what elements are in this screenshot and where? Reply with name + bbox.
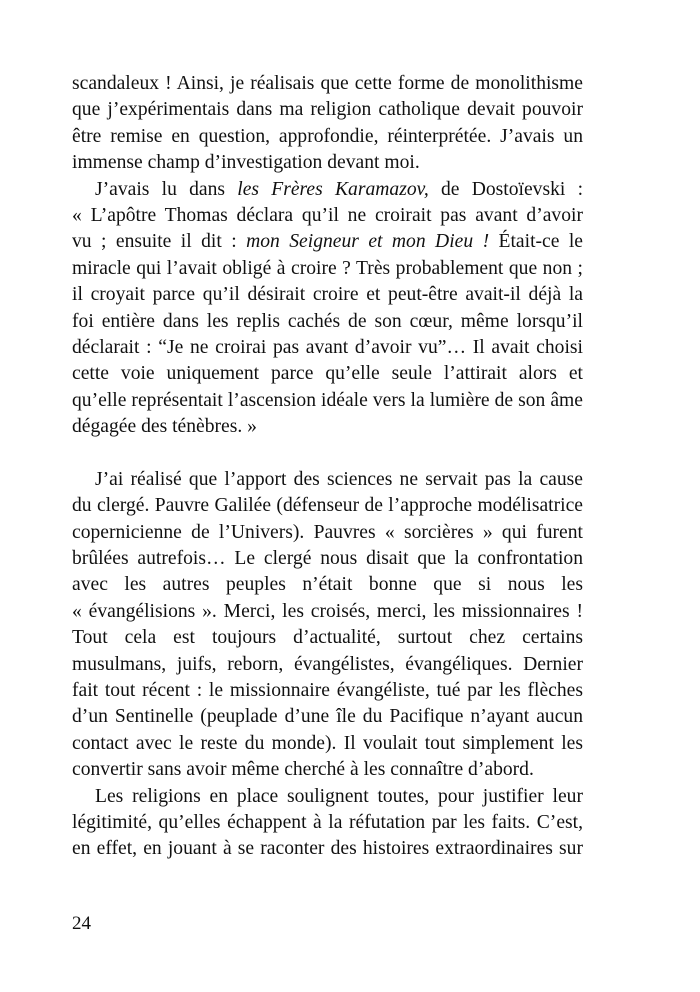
text-line bbox=[72, 388, 583, 414]
text-line bbox=[72, 784, 583, 810]
text-line bbox=[72, 652, 583, 678]
text-line bbox=[72, 836, 583, 862]
text-line bbox=[72, 493, 583, 519]
text-line bbox=[72, 282, 583, 308]
paragraph bbox=[72, 71, 583, 177]
text-line bbox=[72, 414, 583, 440]
text-segment: scandaleux ! Ainsi, je réalisais que cette forme de monolithisme bbox=[72, 73, 583, 94]
text-segment: que j’expérimentais dans ma religion catholique devait pouvoir bbox=[72, 99, 583, 121]
text-line bbox=[72, 229, 583, 255]
paragraph bbox=[72, 784, 583, 863]
text-segment: Les religions en place soulignent toutes, pour justifier leur bbox=[95, 785, 583, 807]
text-segment: être remise en question, approfondie, réinterprétée. J’avais un bbox=[72, 125, 583, 147]
text-segment: en effet, en jouant à se raconter des histoires extraordinaires sur bbox=[72, 838, 583, 860]
text-segment: avec les autres peuples n’était bonne que si nous les bbox=[72, 574, 583, 596]
text-segment: d’un Sentinelle (peuplade d’une île du Pacifique n’ayant aucun bbox=[72, 706, 583, 728]
text-segment: qu’elle représentait l’ascension idéale vers la lumière de son âme bbox=[72, 389, 583, 411]
body-text bbox=[72, 71, 583, 863]
text-segment: J’ai réalisé que l’apport des sciences ne servait pas la cause bbox=[95, 468, 583, 490]
text-segment: il croyait parce qu’il désirait croire et peut-être avait-il déjà la bbox=[72, 284, 583, 306]
text-line bbox=[72, 520, 583, 546]
text-segment: Était-ce le bbox=[489, 231, 583, 253]
text-line bbox=[72, 203, 583, 229]
italic-text: mon Seigneur et mon Dieu ! bbox=[246, 231, 490, 253]
text-line bbox=[72, 256, 583, 282]
text-line bbox=[72, 177, 583, 203]
text-line bbox=[72, 309, 583, 335]
text-segment: cette voie uniquement parce qu’elle seule l’attirait alors et bbox=[72, 363, 583, 385]
text-segment: musulmans, juifs, reborn, évangélistes, évangéliques. Dernier bbox=[72, 653, 583, 675]
text-segment: immense champ d’investigation devant moi. bbox=[72, 152, 420, 174]
text-segment: foi entière dans les replis cachés de son cœur, même lorsqu’il bbox=[72, 310, 583, 332]
italic-text: les Frères Karamazov, bbox=[237, 178, 429, 200]
text-segment: brûlées autrefois… Le clergé nous disait que la confrontation bbox=[72, 548, 583, 570]
text-line bbox=[72, 124, 583, 150]
text-segment: vu ; ensuite il dit : bbox=[72, 231, 247, 253]
text-segment: copernicienne de l’Univers). Pauvres « sorcières » qui furent bbox=[72, 521, 583, 543]
text-line bbox=[72, 810, 583, 836]
text-segment: miracle qui l’avait obligé à croire ? Très probablement que non ; bbox=[72, 257, 583, 279]
text-segment: légitimité, qu’elles échappent à la réfutation par les faits. C’est, bbox=[72, 811, 583, 833]
text-line bbox=[72, 467, 583, 493]
text-segment: Tout cela est toujours d’actualité, surtout chez certains bbox=[72, 627, 583, 649]
text-line bbox=[72, 150, 583, 176]
text-line bbox=[72, 599, 583, 625]
text-segment: « évangélisions ». Merci, les croisés, merci, les missionnaires ! bbox=[72, 600, 583, 622]
text-line bbox=[72, 757, 583, 783]
page-number: 24 bbox=[72, 913, 91, 934]
text-line bbox=[72, 704, 583, 730]
text-segment: convertir sans avoir même cherché à les connaître d’abord. bbox=[72, 759, 534, 781]
paragraph-gap bbox=[72, 440, 583, 466]
text-segment: « L’apôtre Thomas déclara qu’il ne croirait pas avant d’avoir bbox=[72, 204, 583, 226]
text-segment: fait tout récent : le missionnaire évangéliste, tué par les flèches bbox=[72, 679, 583, 701]
text-line bbox=[72, 572, 583, 598]
text-line bbox=[72, 97, 583, 123]
text-line bbox=[72, 361, 583, 387]
text-segment: déclarait : “Je ne croirai pas avant d’avoir vu”… Il avait choisi bbox=[72, 336, 583, 358]
text-line bbox=[72, 678, 583, 704]
text-segment: de Dostoïevski : bbox=[428, 178, 584, 200]
paragraph bbox=[72, 467, 583, 784]
text-segment: dégagée des ténèbres. » bbox=[72, 416, 257, 438]
text-segment: J’avais lu dans bbox=[95, 178, 238, 200]
text-line bbox=[72, 71, 583, 97]
text-line bbox=[72, 546, 583, 572]
text-segment: contact avec le reste du monde). Il voulait tout simplement les bbox=[72, 732, 583, 754]
text-line bbox=[72, 335, 583, 361]
text-segment: du clergé. Pauvre Galilée (défenseur de l’approche modélisatrice bbox=[72, 495, 583, 517]
text-line bbox=[72, 625, 583, 651]
text-line bbox=[72, 731, 583, 757]
paragraph bbox=[72, 177, 583, 441]
